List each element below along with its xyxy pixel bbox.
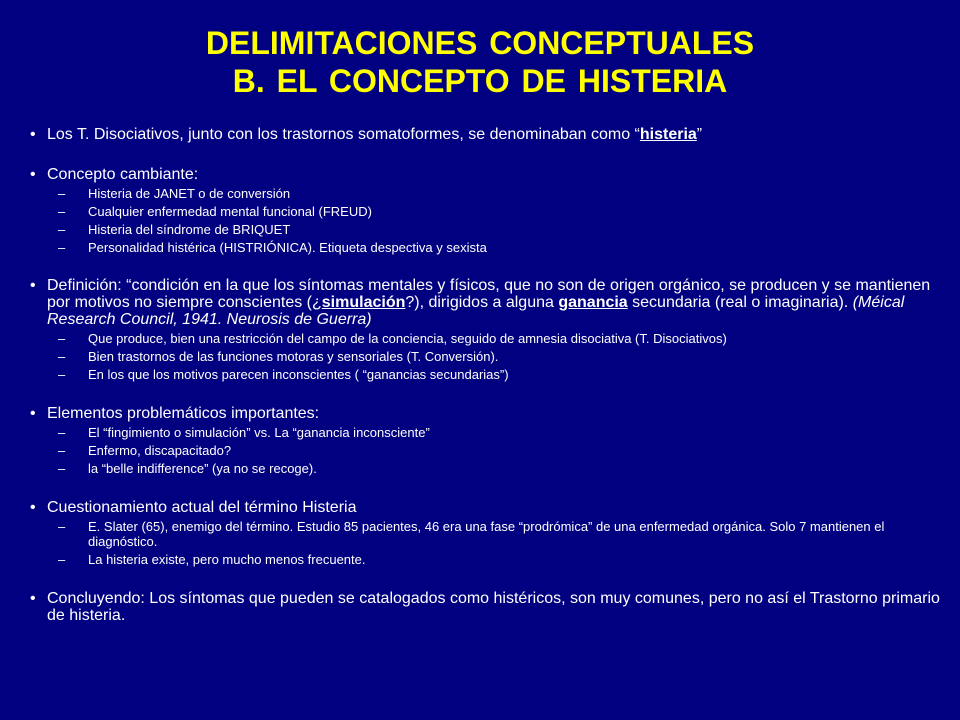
bullet-definicion [30, 277, 945, 328]
sub-item [30, 443, 945, 458]
bullet-concluyendo [30, 590, 945, 624]
sub-item [30, 240, 945, 255]
sub-dash: – [58, 240, 66, 255]
sub-dash: – [58, 519, 66, 534]
bullet-text: Los T. Disociativos, junto con los trastornos somatoformes, se denominaban como “ [47, 126, 640, 143]
sub-text: E. Slater (65), enemigo del término. Estudio 85 pacientes, 46 era una fase “prodrómica” de una enfermedad orgánica. Solo 7 mantienen el diagnóstico. [88, 519, 885, 549]
bullet-cuestionamiento [30, 499, 945, 516]
bullet-concepto-cambiante [30, 166, 945, 183]
sub-text: Histeria de JANET o de conversión [88, 186, 291, 201]
bullet-text: Elementos problemáticos importantes: [47, 405, 320, 422]
sub-text: En los que los motivos parecen inconscientes ( “ganancias secundarias”) [88, 367, 509, 382]
slide-title [0, 24, 960, 100]
citation: (Méical Research Council, 1941. Neurosis de Guerra) [47, 294, 905, 328]
bullet-text: Cuestionamiento actual del término Histeria [47, 499, 357, 516]
sub-item [30, 222, 945, 237]
bullet-text-mid: ?), dirigidos a alguna [405, 294, 559, 311]
sub-dash: – [58, 204, 66, 219]
sub-dash: – [58, 443, 66, 458]
highlight-histeria: histeria [639, 126, 697, 143]
sub-text: Cualquier enfermedad mental funcional (FREUD) [88, 204, 372, 219]
sub-dash: – [58, 222, 66, 237]
bullet-dot: • [30, 277, 36, 294]
sub-text: la “belle indifference” (ya no se recoge). [88, 461, 317, 476]
sub-item [30, 349, 945, 364]
sub-item [30, 204, 945, 219]
highlight-ganancia: ganancia [558, 294, 628, 311]
sub-text: El “fingimiento o simulación” vs. La “ganancia inconsciente” [88, 425, 430, 440]
sub-item [30, 186, 945, 201]
bullet-text-end: ” [696, 126, 703, 143]
sub-item [30, 367, 945, 382]
sub-dash: – [58, 367, 66, 382]
bullet-dot: • [30, 405, 36, 422]
bullet-text: Concluyendo: Los síntomas que pueden se catalogados como histéricos, son muy comunes, pero no así el Trastorno primario de histeria. [47, 590, 940, 624]
sub-text: Histeria del síndrome de BRIQUET [88, 222, 291, 237]
sub-text: Enfermo, discapacitado? [88, 443, 232, 458]
highlight-simulacion: simulación [321, 294, 406, 311]
title-line-1: DELIMITACIONES CONCEPTUALES [205, 25, 755, 61]
bullet-histeria [30, 126, 945, 143]
sub-dash: – [58, 425, 66, 440]
bullet-text: Concepto cambiante: [47, 166, 199, 183]
sub-item [30, 461, 945, 476]
bullet-text: Definición: “condición en la que los síntomas mentales y físicos, que no son de origen orgánico, se producen y se mantienen por motivos no siempre conscientes (¿ [47, 277, 931, 311]
sub-dash: – [58, 349, 66, 364]
sub-item [30, 425, 945, 440]
sub-item [30, 331, 945, 346]
sub-dash: – [58, 331, 66, 346]
bullet-elementos [30, 405, 945, 422]
bullet-dot: • [30, 590, 36, 607]
bullet-dot: • [30, 166, 36, 183]
bullet-text-post: secundaria (real o imaginaria). [627, 294, 853, 311]
slide-content [30, 126, 945, 624]
sub-dash: – [58, 461, 66, 476]
sub-dash: – [58, 552, 66, 567]
bullet-dot: • [30, 499, 36, 516]
title-line-2: B. EL CONCEPTO DE HISTERIA [232, 63, 728, 99]
sub-text: Personalidad histérica (HISTRIÓNICA). Etiqueta despectiva y sexista [88, 240, 487, 255]
sub-text: La histeria existe, pero mucho menos frecuente. [88, 552, 366, 567]
bullet-dot: • [30, 126, 36, 143]
sub-dash: – [58, 186, 66, 201]
sub-text: Que produce, bien una restricción del campo de la conciencia, seguido de amnesia disociativa (T. Disociativos) [88, 331, 727, 346]
sub-text: Bien trastornos de las funciones motoras y sensoriales (T. Conversión). [88, 349, 499, 364]
sub-item [30, 552, 945, 567]
sub-item [30, 519, 945, 549]
